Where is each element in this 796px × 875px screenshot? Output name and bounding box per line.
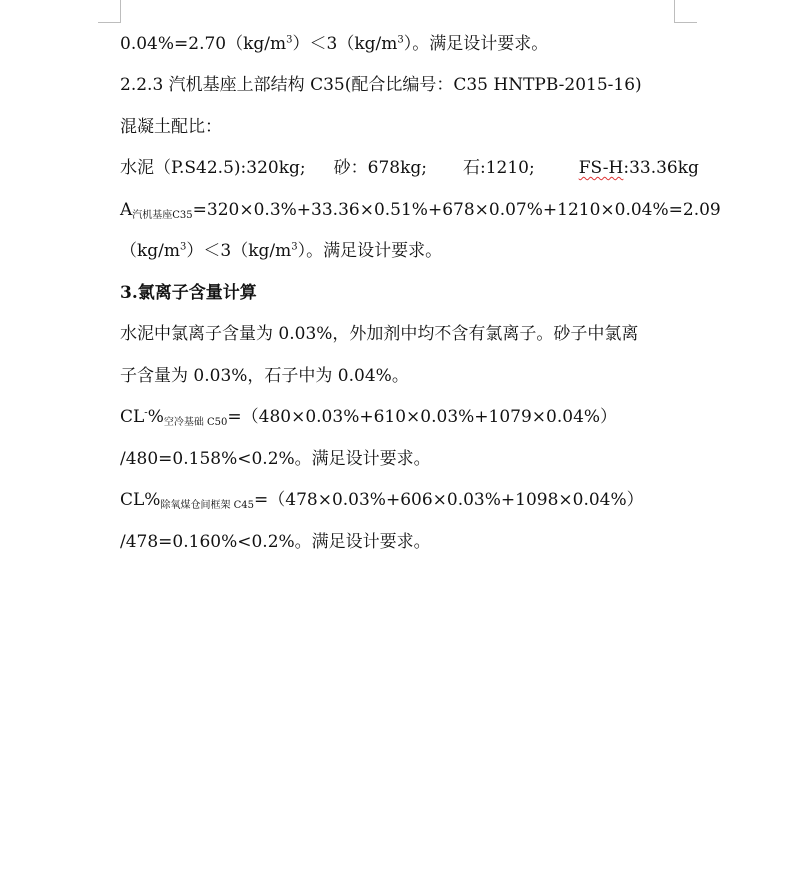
formula-symbol: A — [120, 200, 133, 220]
section-heading-chloride: 3.氯离子含量计算 — [120, 283, 257, 303]
chloride-result-c45: /478=0.160%<0.2%。满足设计要求。 — [120, 532, 431, 552]
text-run: ）＜3（kg/m — [186, 241, 292, 261]
stone-value: 石:1210; — [462, 158, 535, 178]
alkali-formula-line — [120, 200, 721, 226]
formula-symbol: CL — [120, 407, 145, 427]
text-run: （kg/m — [120, 241, 181, 261]
superscript: 3 — [286, 34, 293, 46]
section-heading-2-2-3: 2.2.3 汽机基座上部结构 C35(配合比编号：C35 HNTPB-2015-16) — [120, 75, 642, 95]
margin-corner-top-right — [674, 0, 697, 23]
formula-percent: % — [147, 407, 164, 427]
sand-value: 砂：678kg; — [333, 158, 427, 178]
formula-subscript: 汽机基座C35 — [132, 210, 193, 221]
superscript: - — [144, 407, 148, 419]
superscript: 3 — [291, 241, 298, 253]
mix-ratio-label: 混凝土配比： — [120, 117, 222, 137]
paragraph-line-2: 子含量为 0.03%，石子中为 0.04%。 — [120, 366, 409, 386]
text-run: ）＜3（kg/m — [292, 34, 398, 54]
formula-expression: =320×0.3%+33.36×0.51%+678×0.07%+1210×0.04%=2.09 — [192, 200, 721, 220]
mix-ratio-line — [120, 158, 699, 178]
formula-subscript: 空冷基础 C50 — [163, 417, 228, 428]
formula-expression: =（480×0.03%+610×0.03%+1079×0.04%） — [227, 407, 618, 427]
formula-subscript: 除氧煤仓间框架 C45 — [160, 500, 255, 511]
admixture-name: FS-H — [578, 158, 624, 178]
margin-corner-top-left — [98, 0, 121, 23]
cement-value: 水泥（P.S42.5):320kg; — [120, 158, 306, 178]
text-run: ）。满足设计要求。 — [297, 241, 443, 261]
chloride-formula-c45 — [120, 490, 644, 516]
superscript: 3 — [397, 34, 404, 46]
formula-symbol: CL% — [120, 490, 161, 510]
alkali-result-line — [120, 241, 442, 261]
chloride-formula-c50 — [120, 407, 617, 433]
paragraph-line-1: 水泥中氯离子含量为 0.03%，外加剂中均不含有氯离子。砂子中氯离 — [120, 324, 639, 344]
text-run: ）。满足设计要求。 — [403, 34, 549, 54]
admixture-value: :33.36kg — [623, 158, 699, 178]
superscript: 3 — [180, 241, 187, 253]
text-run: 0.04%=2.70（kg/m — [120, 34, 287, 54]
chloride-result-c50: /480=0.158%<0.2%。满足设计要求。 — [120, 449, 431, 469]
text-line-1 — [120, 34, 548, 54]
formula-expression: =（478×0.03%+606×0.03%+1098×0.04%） — [254, 490, 644, 510]
